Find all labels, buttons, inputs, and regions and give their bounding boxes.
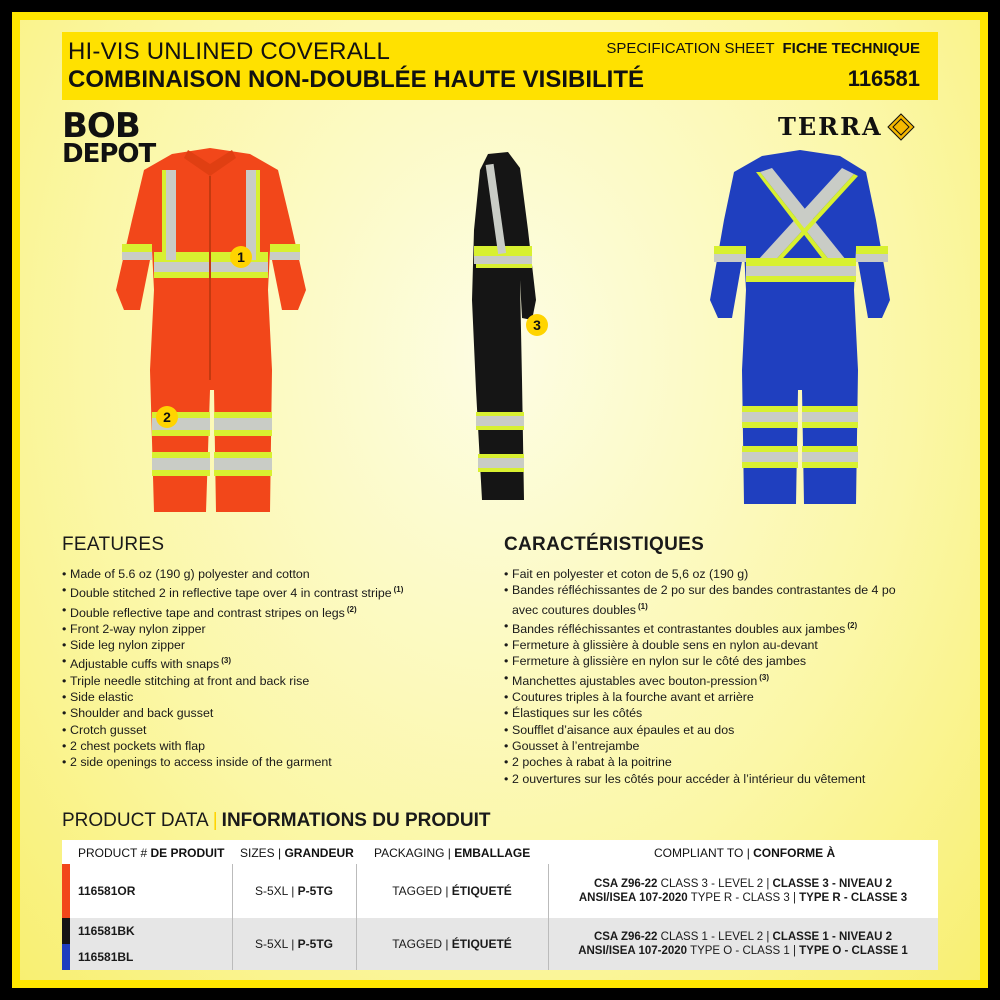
caracteristique-item [504,653,904,669]
blue-swatch [62,944,70,970]
compliance-cell [548,864,938,918]
feature-item-text: Double reflective tape and contrast stripes on legs [70,605,345,620]
blue-coverall-image [706,150,896,510]
spec-sheet-label [606,40,920,57]
ansi-fr: TYPE R - CLASSE 3 [799,892,908,904]
feature-item [62,673,482,689]
caracteristique-item-text: 2 ouvertures sur les côtés pour accéder à l’intérieur du vêtement [512,771,866,786]
caracteristique-item-text: Bandes réfléchissantes de 2 po sur des bandes contrastantes de 4 po avec coutures doubles [512,583,896,617]
feature-item-text: 2 chest pockets with flap [70,738,205,753]
table-row [62,918,938,970]
caracteristique-item [504,705,904,721]
feature-item-text: Triple needle stitching at front and back rise [70,673,310,688]
footnote-marker: (1) [393,585,404,595]
compliance-cell [548,918,938,970]
caracteristique-item-text: Coutures triples à la fourche avant et arrière [512,690,754,705]
col-product-fr: DE PRODUIT [150,846,225,860]
footnote-marker: (2) [847,620,858,630]
caracteristique-item-text: Bandes réfléchissantes et contrastantes doubles aux jambes [512,621,846,636]
ansi-standard: ANSI/ISEA 107-2020 [578,892,688,904]
feature-item-text: Double stitched 2 in reflective tape over 4 in contrast stripe [70,586,392,601]
col-compliant [654,846,835,860]
feature-item [62,582,482,601]
spec-sheet-fr: FICHE TECHNIQUE [782,40,920,57]
pack-fr: ÉTIQUETÉ [451,937,512,951]
ansi-fr: TYPE O - CLASSE 1 [799,945,908,957]
feature-item-text: Adjustable cuffs with snaps [70,657,220,672]
sizes-cell [232,864,356,918]
product-data-separator: | [212,810,218,831]
sizes-fr: P-5TG [297,937,334,951]
col-sizes-fr: GRANDEUR [284,846,354,860]
ansi-line [579,891,907,905]
col-compliant-fr: CONFORME À [753,846,836,860]
csa-line [578,930,908,944]
table-row [62,864,938,918]
caracteristique-item [504,618,904,637]
footnote-marker: (3) [221,656,232,666]
csa-en: CLASS 1 - LEVEL 2 | [657,931,773,943]
csa-line [579,877,907,891]
callout-3: 3 [526,314,548,336]
ansi-en: TYPE R - CLASS 3 | [687,892,800,904]
title-french: COMBINAISON NON-DOUBLÉE HAUTE VISIBILITÉ [68,66,645,93]
caracteristique-item-text: Élastiques sur les côtés [512,706,643,721]
ansi-line [578,944,908,958]
ansi-standard: ANSI/ISEA 107-2020 [578,945,688,957]
caracteristique-item-text: Manchettes ajustables avec bouton-pression [512,673,758,688]
sizes-en: S-5XL | [254,937,298,951]
terra-logo [778,112,915,141]
feature-item-text: Side elastic [70,690,134,705]
caracteristique-item-text: Fermeture à glissière à double sens en nylon au-devant [512,638,818,653]
feature-item [62,689,482,705]
terra-logo-text: TERRA [778,112,883,141]
csa-fr: CLASSE 1 - NIVEAU 2 [772,931,893,943]
feature-item [62,637,482,653]
caracteristique-item [504,771,904,787]
caracteristique-item-text: 2 poches à rabat à la poitrine [512,755,672,770]
caracteristique-item-text: Gousset à l’entrejambe [512,738,640,753]
ansi-en: TYPE O - CLASS 1 | [687,945,800,957]
feature-item [62,602,482,621]
callout-2: 2 [156,406,178,428]
bob-logo-line2: DEPOT [62,139,156,170]
feature-item [62,705,482,721]
caracteristique-item [504,637,904,653]
caracteristique-item [504,754,904,770]
caracteristique-item [504,722,904,738]
packaging-cell [356,918,548,970]
caracteristique-item [504,582,904,618]
col-compliant-en: COMPLIANT TO | [654,846,754,860]
sizes-fr: P-5TG [297,884,334,898]
footnote-marker: (2) [346,604,357,614]
callout-1: 1 [230,246,252,268]
product-number: 116581 [847,66,920,91]
feature-item [62,653,482,672]
feature-item-text: Side leg nylon zipper [70,638,186,653]
caracteristique-item-text: Fermeture à glissière en nylon sur le côté des jambes [512,654,807,669]
spec-sheet-en: SPECIFICATION SHEET [606,40,775,57]
pack-fr: ÉTIQUETÉ [451,884,512,898]
features-list [62,566,482,771]
col-product-number [78,846,224,860]
terra-diamond-icon [887,113,915,141]
feature-item [62,722,482,738]
col-product-en: PRODUCT # [78,846,151,860]
col-packaging [374,846,530,860]
packaging-cell [356,864,548,918]
csa-standard: CSA Z96-22 [593,878,658,890]
features-section [62,534,482,771]
caracteristiques-heading: CARACTÉRISTIQUES [504,534,705,555]
product-code: 116581BK [78,924,135,938]
title-english: HI-VIS UNLINED COVERALL [68,38,391,65]
footnote-marker: (3) [759,672,769,682]
feature-item [62,621,482,637]
caracteristique-item [504,738,904,754]
feature-item [62,754,482,770]
col-sizes-en: SIZES | [240,846,285,860]
product-data-title-fr: INFORMATIONS DU PRODUIT [221,810,491,831]
csa-standard: CSA Z96-22 [593,931,658,943]
feature-item-text: Shoulder and back gusset [70,706,214,721]
caracteristique-item [504,689,904,705]
product-data-table [62,840,938,970]
caracteristique-item-text: Soufflet d’aisance aux épaules et au dos [512,722,735,737]
caracteristique-item-text: Fait en polyester et coton de 5,6 oz (190 g) [512,567,749,581]
features-heading: FEATURES [62,534,165,555]
orange-coverall-image [110,140,320,520]
feature-item [62,738,482,754]
product-code: 116581BL [78,950,134,964]
bob-logo-line1: BOB [62,106,140,146]
csa-en: CLASS 3 - LEVEL 2 | [657,878,773,890]
product-code: 116581OR [78,884,136,898]
csa-fr: CLASSE 3 - NIVEAU 2 [772,878,893,890]
feature-item-text: Made of 5.6 oz (190 g) polyester and cotton [70,567,310,581]
product-data-title [62,810,490,832]
footnote-marker: (1) [638,601,648,611]
caracteristiques-list [504,566,904,787]
caracteristique-item [504,566,904,582]
col-sizes [240,846,354,860]
pack-en: TAGGED | [392,884,452,898]
caracteristique-item [504,670,904,689]
table-header [62,840,938,864]
sizes-en: S-5XL | [254,884,298,898]
feature-item-text: 2 side openings to access inside of the garment [70,755,332,770]
product-data-title-en: PRODUCT DATA [62,810,209,831]
feature-item-text: Crotch gusset [70,722,147,737]
pack-en: TAGGED | [392,937,452,951]
caracteristiques-section [504,534,904,787]
feature-item-text: Front 2-way nylon zipper [70,621,206,636]
black-swatch [62,918,70,944]
sizes-cell [232,918,356,970]
col-packaging-en: PACKAGING | [374,846,455,860]
header-banner [62,32,938,100]
feature-item [62,566,482,582]
orange-swatch [62,864,70,918]
col-packaging-fr: EMBALLAGE [454,846,531,860]
